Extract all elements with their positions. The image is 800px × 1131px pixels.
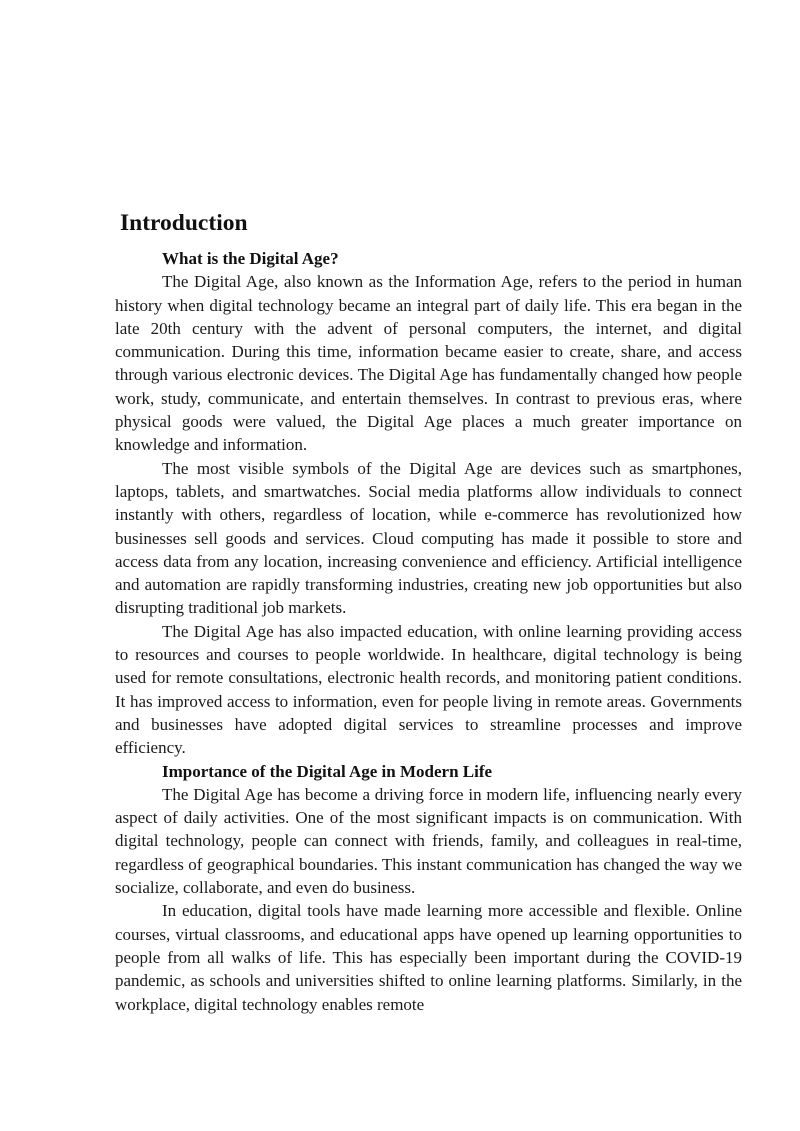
paragraph: In education, digital tools have made learning more accessible and flexible. Online courses, virtual classrooms, and educational apps have opened up learning opportunities to people from all walks of life. This has especially been important during the COVID-19 pandemic, as schools and universities shifted to online learning platforms. Similarly, in the workplace, digital technology enables remote	[115, 901, 742, 1014]
section-what-is-digital-age	[115, 247, 742, 760]
section-heading: What is the Digital Age?	[162, 249, 339, 268]
paragraph: The Digital Age has also impacted education, with online learning providing access to resources and courses to people worldwide. In healthcare, digital technology is being used for remote consultations, electronic health records, and monitoring patient conditions. It has improved access to information, even for people living in remote areas. Governments and businesses have adopted digital services to streamline processes and improve efficiency.	[115, 621, 742, 758]
paragraph: The Digital Age, also known as the Information Age, refers to the period in human history when digital technology became an integral part of daily life. This era began in the late 20th century with the advent of personal computers, the internet, and digital communication. During this time, information became easier to create, share, and access through various electronic devices. The Digital Age has fundamentally changed how people work, study, communicate, and entertain themselves. In contrast to previous eras, where physical goods were valued, the Digital Age places a much greater importance on knowledge and information.	[115, 272, 742, 455]
paragraph: The most visible symbols of the Digital Age are devices such as smartphones, laptops, tablets, and smartwatches. Social media platforms allow individuals to connect instantly with others, regardless of location, while e-commerce has revolutionized how businesses sell goods and services. Cloud computing has made it possible to store and access data from any location, increasing convenience and efficiency. Artificial intelligence and automation are rapidly transforming industries, creating new job opportunities but also disrupting traditional job markets.	[115, 458, 742, 618]
chapter-title: Introduction	[120, 210, 248, 236]
section-heading: Importance of the Digital Age in Modern Life	[162, 761, 493, 781]
page-content	[115, 209, 742, 1016]
paragraph: The Digital Age has become a driving force in modern life, influencing nearly every aspect of daily activities. One of the most significant impacts is on communication. With digital technology, people can connect with friends, family, and colleagues in real-time, regardless of geographical boundaries. This instant communication has changed the way we socialize, collaborate, and even do business.	[115, 784, 742, 898]
section-importance-digital-age	[115, 760, 742, 1016]
